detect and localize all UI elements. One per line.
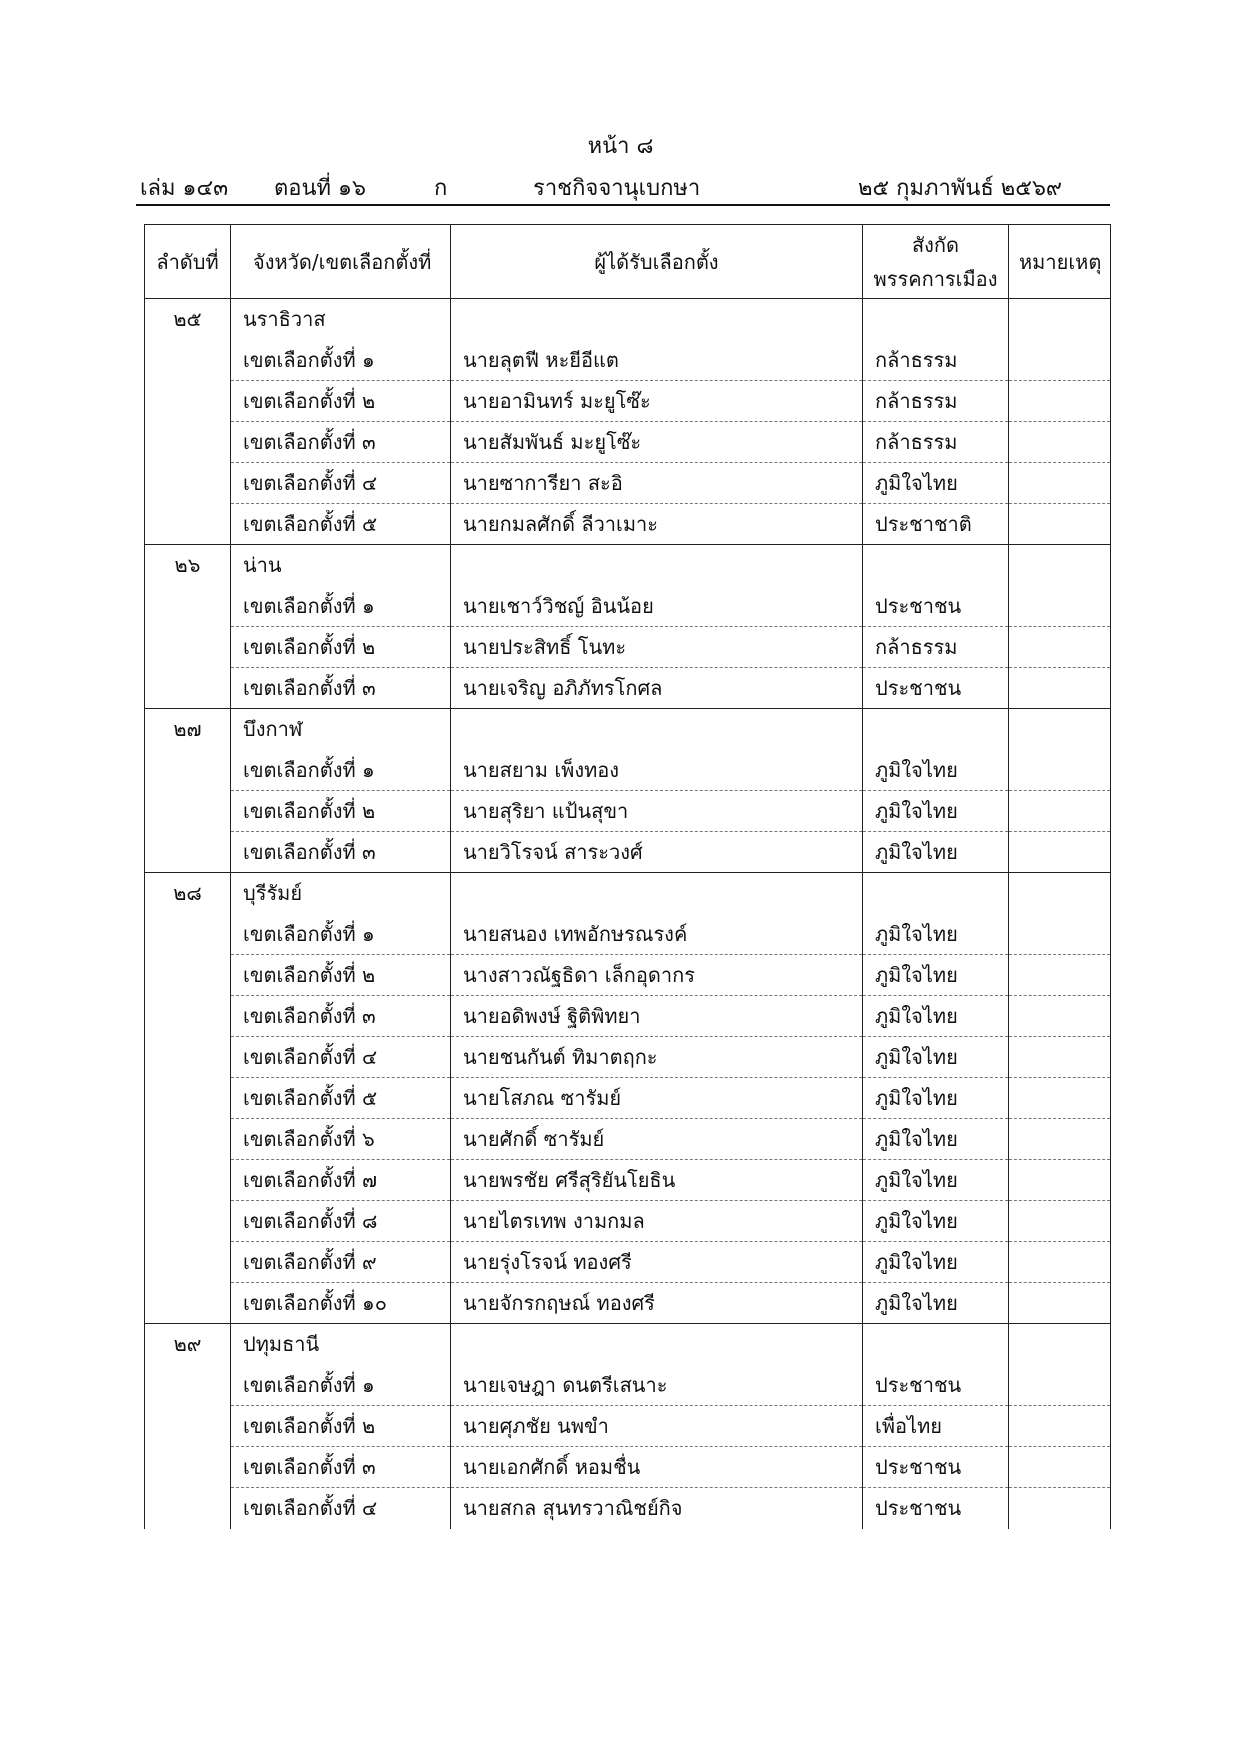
district-cell: เขตเลือกตั้งที่ ๕ [231, 1078, 451, 1119]
district-cell: เขตเลือกตั้งที่ ๓ [231, 668, 451, 709]
empty-cell [863, 873, 1009, 914]
elected-name-cell: นายรุ่งโรจน์ ทองศรี [451, 1242, 863, 1283]
empty-cell [1009, 545, 1111, 586]
remark-cell [1009, 463, 1111, 504]
order-number: ๒๘ [145, 873, 231, 914]
empty-cell [863, 709, 1009, 750]
table-row [145, 955, 1111, 996]
party-cell: ภูมิใจไทย [863, 1283, 1009, 1324]
table-row [145, 832, 1111, 873]
column-header-remark: หมายเหตุ [1009, 225, 1111, 299]
district-cell: เขตเลือกตั้งที่ ๓ [231, 422, 451, 463]
empty-cell [145, 504, 231, 545]
province-name: บึงกาฬ [231, 709, 451, 750]
elected-name-cell: นายชนกันต์ ทิมาตฤกะ [451, 1037, 863, 1078]
province-name: นราธิวาส [231, 299, 451, 340]
remark-cell [1009, 791, 1111, 832]
table-body [145, 299, 1111, 1529]
district-cell: เขตเลือกตั้งที่ ๕ [231, 504, 451, 545]
remark-cell [1009, 381, 1111, 422]
empty-cell [145, 914, 231, 955]
empty-cell [145, 1488, 231, 1529]
remark-cell [1009, 422, 1111, 463]
empty-cell [1009, 709, 1111, 750]
province-row [145, 299, 1111, 340]
district-cell: เขตเลือกตั้งที่ ๑ [231, 1365, 451, 1406]
district-cell: เขตเลือกตั้งที่ ๒ [231, 381, 451, 422]
elected-name-cell: นายประสิทธิ์ โนทะ [451, 627, 863, 668]
party-cell: กล้าธรรม [863, 340, 1009, 381]
party-cell: ภูมิใจไทย [863, 1078, 1009, 1119]
party-cell: ประชาชน [863, 1447, 1009, 1488]
party-cell: ภูมิใจไทย [863, 832, 1009, 873]
district-cell: เขตเลือกตั้งที่ ๙ [231, 1242, 451, 1283]
province-row [145, 709, 1111, 750]
table-row [145, 1242, 1111, 1283]
empty-cell [145, 750, 231, 791]
elected-name-cell: นายพรชัย ศรีสุริยันโยธิน [451, 1160, 863, 1201]
table-row [145, 1160, 1111, 1201]
party-cell: ภูมิใจไทย [863, 1242, 1009, 1283]
party-cell: ประชาชน [863, 1488, 1009, 1529]
province-row [145, 545, 1111, 586]
district-cell: เขตเลือกตั้งที่ ๑ [231, 586, 451, 627]
order-number: ๒๕ [145, 299, 231, 340]
empty-cell [145, 1406, 231, 1447]
table-row [145, 996, 1111, 1037]
party-cell: ภูมิใจไทย [863, 996, 1009, 1037]
remark-cell [1009, 955, 1111, 996]
table-row [145, 422, 1111, 463]
elected-name-cell: นายกมลศักดิ์ ลีวาเมาะ [451, 504, 863, 545]
district-cell: เขตเลือกตั้งที่ ๑๐ [231, 1283, 451, 1324]
empty-cell [145, 463, 231, 504]
remark-cell [1009, 996, 1111, 1037]
party-cell: ประชาชน [863, 668, 1009, 709]
party-cell: กล้าธรรม [863, 422, 1009, 463]
remark-cell [1009, 914, 1111, 955]
empty-cell [863, 545, 1009, 586]
empty-cell [145, 1365, 231, 1406]
empty-cell [145, 791, 231, 832]
remark-cell [1009, 1160, 1111, 1201]
empty-cell [145, 668, 231, 709]
table-row [145, 1201, 1111, 1242]
empty-cell [1009, 299, 1111, 340]
district-cell: เขตเลือกตั้งที่ ๑ [231, 914, 451, 955]
district-cell: เขตเลือกตั้งที่ ๒ [231, 627, 451, 668]
province-name: น่าน [231, 545, 451, 586]
party-cell: ประชาชาติ [863, 504, 1009, 545]
district-cell: เขตเลือกตั้งที่ ๓ [231, 996, 451, 1037]
empty-cell [451, 873, 863, 914]
column-header-order: ลำดับที่ [145, 225, 231, 299]
column-header-party [863, 225, 1009, 299]
table-row [145, 1365, 1111, 1406]
empty-cell [145, 996, 231, 1037]
header-rule [136, 204, 1110, 206]
party-cell: ภูมิใจไทย [863, 1037, 1009, 1078]
party-cell: ประชาชน [863, 1365, 1009, 1406]
table-row [145, 586, 1111, 627]
remark-cell [1009, 1283, 1111, 1324]
party-cell: ภูมิใจไทย [863, 791, 1009, 832]
empty-cell [145, 381, 231, 422]
table-row [145, 463, 1111, 504]
table-row [145, 627, 1111, 668]
district-cell: เขตเลือกตั้งที่ ๒ [231, 1406, 451, 1447]
remark-cell [1009, 504, 1111, 545]
empty-cell [451, 299, 863, 340]
remark-cell [1009, 1242, 1111, 1283]
party-cell: กล้าธรรม [863, 381, 1009, 422]
remark-cell [1009, 627, 1111, 668]
elected-name-cell: นายเอกศักดิ์ หอมชื่น [451, 1447, 863, 1488]
party-cell: เพื่อไทย [863, 1406, 1009, 1447]
remark-cell [1009, 1488, 1111, 1529]
issue-number: ตอนที่ ๑๖ [274, 176, 366, 201]
province-name: ปทุมธานี [231, 1324, 451, 1365]
remark-cell [1009, 1078, 1111, 1119]
remark-cell [1009, 1037, 1111, 1078]
volume-number: เล่ม ๑๔๓ [140, 176, 229, 201]
party-cell: ภูมิใจไทย [863, 1201, 1009, 1242]
elected-name-cell: นายโสภณ ซารัมย์ [451, 1078, 863, 1119]
district-cell: เขตเลือกตั้งที่ ๘ [231, 1201, 451, 1242]
empty-cell [451, 1324, 863, 1365]
issue-section: ก [434, 176, 448, 201]
remark-cell [1009, 340, 1111, 381]
table-header-row [145, 225, 1111, 299]
empty-cell [451, 545, 863, 586]
remark-cell [1009, 1365, 1111, 1406]
elected-name-cell: นายสนอง เทพอักษรณรงค์ [451, 914, 863, 955]
empty-cell [145, 1283, 231, 1324]
column-header-district: จังหวัด/เขตเลือกตั้งที่ [231, 225, 451, 299]
elected-name-cell: นายซาการียา สะอิ [451, 463, 863, 504]
remark-cell [1009, 668, 1111, 709]
district-cell: เขตเลือกตั้งที่ ๔ [231, 463, 451, 504]
order-number: ๒๙ [145, 1324, 231, 1365]
empty-cell [1009, 873, 1111, 914]
district-cell: เขตเลือกตั้งที่ ๖ [231, 1119, 451, 1160]
district-cell: เขตเลือกตั้งที่ ๗ [231, 1160, 451, 1201]
column-header-elected: ผู้ได้รับเลือกตั้ง [451, 225, 863, 299]
table-row [145, 381, 1111, 422]
empty-cell [145, 1201, 231, 1242]
table-row [145, 791, 1111, 832]
district-cell: เขตเลือกตั้งที่ ๒ [231, 791, 451, 832]
district-cell: เขตเลือกตั้งที่ ๔ [231, 1488, 451, 1529]
elected-name-cell: นายไตรเทพ งามกมล [451, 1201, 863, 1242]
table-row [145, 504, 1111, 545]
elected-name-cell: นายลุตฟี หะยีอีแต [451, 340, 863, 381]
table-row [145, 914, 1111, 955]
province-row [145, 873, 1111, 914]
empty-cell [145, 1037, 231, 1078]
column-header-party-line1: สังกัด [911, 232, 960, 257]
empty-cell [145, 422, 231, 463]
empty-cell [145, 955, 231, 996]
elected-name-cell: นางสาวณัฐธิดา เล็กอุดากร [451, 955, 863, 996]
district-cell: เขตเลือกตั้งที่ ๓ [231, 1447, 451, 1488]
order-number: ๒๖ [145, 545, 231, 586]
table-row [145, 1037, 1111, 1078]
district-cell: เขตเลือกตั้งที่ ๒ [231, 955, 451, 996]
empty-cell [145, 832, 231, 873]
remark-cell [1009, 1447, 1111, 1488]
elected-name-cell: นายศุภชัย นพขำ [451, 1406, 863, 1447]
table-row [145, 1447, 1111, 1488]
empty-cell [863, 299, 1009, 340]
empty-cell [145, 1119, 231, 1160]
party-cell: กล้าธรรม [863, 627, 1009, 668]
district-cell: เขตเลือกตั้งที่ ๓ [231, 832, 451, 873]
party-cell: ภูมิใจไทย [863, 914, 1009, 955]
remark-cell [1009, 750, 1111, 791]
publication-title: ราชกิจจานุเบกษา [533, 176, 701, 201]
party-cell: ภูมิใจไทย [863, 750, 1009, 791]
empty-cell [145, 1242, 231, 1283]
table-row [145, 668, 1111, 709]
party-cell: ประชาชน [863, 586, 1009, 627]
elected-name-cell: นายเจษฎา ดนตรีเสนาะ [451, 1365, 863, 1406]
empty-cell [145, 340, 231, 381]
remark-cell [1009, 832, 1111, 873]
remark-cell [1009, 1119, 1111, 1160]
elected-name-cell: นายสกล สุนทรวาณิชย์กิจ [451, 1488, 863, 1529]
elected-name-cell: นายสยาม เพ็งทอง [451, 750, 863, 791]
party-cell: ภูมิใจไทย [863, 1119, 1009, 1160]
remark-cell [1009, 586, 1111, 627]
province-row [145, 1324, 1111, 1365]
elected-name-cell: นายสัมพันธ์ มะยูโซ๊ะ [451, 422, 863, 463]
table-row [145, 1488, 1111, 1529]
empty-cell [451, 709, 863, 750]
elected-name-cell: นายศักดิ์ ซารัมย์ [451, 1119, 863, 1160]
elected-name-cell: นายสุริยา แป้นสุขา [451, 791, 863, 832]
empty-cell [863, 1324, 1009, 1365]
elected-name-cell: นายอดิพงษ์ ฐิติพิทยา [451, 996, 863, 1037]
table-row [145, 340, 1111, 381]
party-cell: ภูมิใจไทย [863, 1160, 1009, 1201]
elected-name-cell: นายจักรกฤษณ์ ทองศรี [451, 1283, 863, 1324]
district-cell: เขตเลือกตั้งที่ ๑ [231, 750, 451, 791]
remark-cell [1009, 1201, 1111, 1242]
table-row [145, 1283, 1111, 1324]
empty-cell [1009, 1324, 1111, 1365]
empty-cell [145, 1447, 231, 1488]
empty-cell [145, 1160, 231, 1201]
party-cell: ภูมิใจไทย [863, 463, 1009, 504]
party-cell: ภูมิใจไทย [863, 955, 1009, 996]
column-header-party-line2: พรรคการเมือง [873, 266, 998, 291]
table-row [145, 1119, 1111, 1160]
empty-cell [145, 586, 231, 627]
table-row [145, 750, 1111, 791]
elected-name-cell: นายวิโรจน์ สาระวงศ์ [451, 832, 863, 873]
remark-cell [1009, 1406, 1111, 1447]
publication-date: ๒๕ กุมภาพันธ์ ๒๕๖๙ [858, 176, 1063, 201]
district-cell: เขตเลือกตั้งที่ ๔ [231, 1037, 451, 1078]
table-row [145, 1406, 1111, 1447]
order-number: ๒๗ [145, 709, 231, 750]
elected-name-cell: นายเจริญ อภิภัทรโกศล [451, 668, 863, 709]
elected-name-cell: นายอามินทร์ มะยูโซ๊ะ [451, 381, 863, 422]
empty-cell [145, 627, 231, 668]
page-number: หน้า ๘ [587, 134, 654, 159]
empty-cell [145, 1078, 231, 1119]
district-cell: เขตเลือกตั้งที่ ๑ [231, 340, 451, 381]
elected-name-cell: นายเชาว์วิชญ์ อินน้อย [451, 586, 863, 627]
table-row [145, 1078, 1111, 1119]
province-name: บุรีรัมย์ [231, 873, 451, 914]
election-results-table [144, 224, 1111, 1529]
